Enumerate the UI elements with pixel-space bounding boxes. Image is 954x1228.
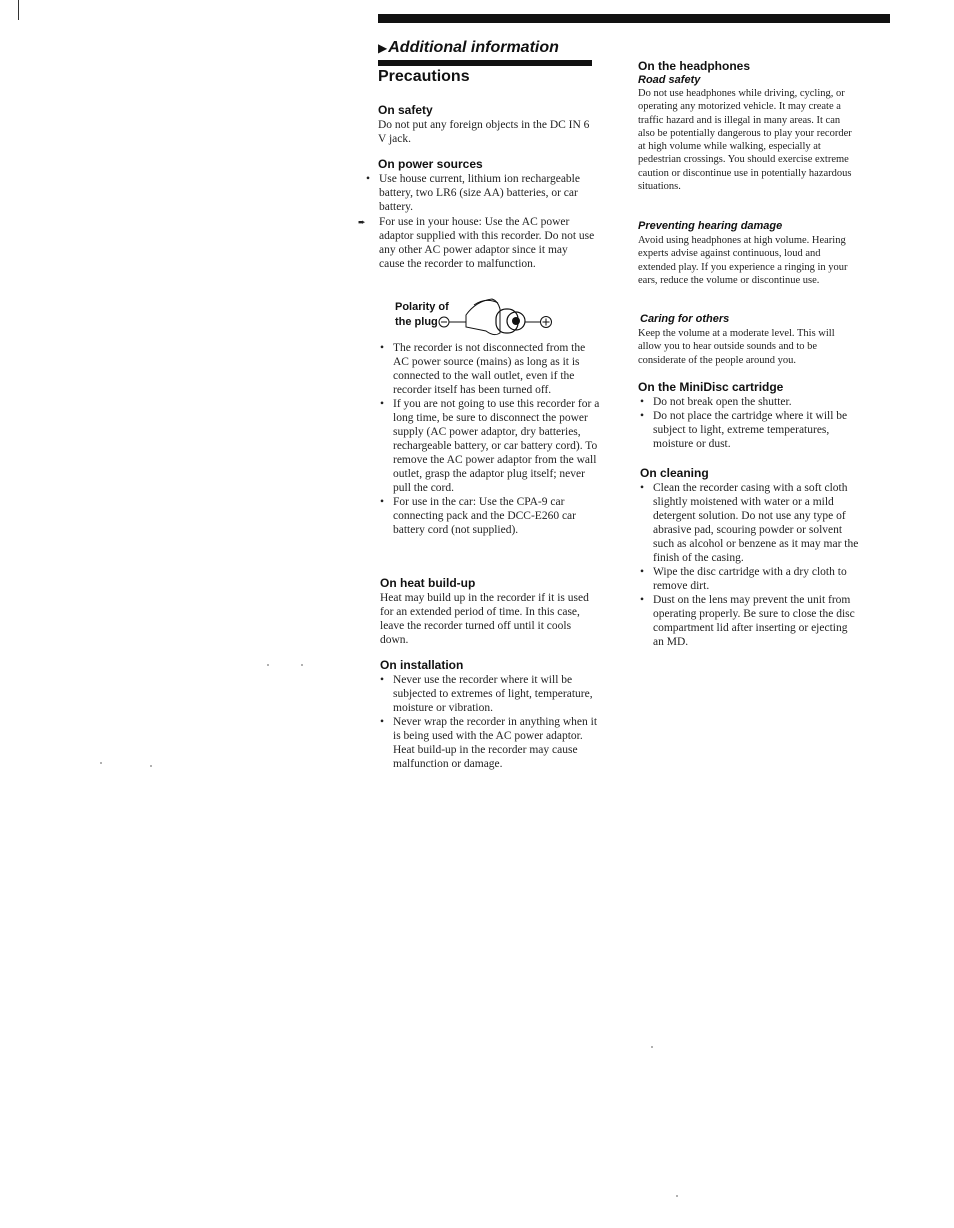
list-item: • Do not break open the shutter. xyxy=(638,395,860,409)
list-item: • Clean the recorder casing with a soft cloth slightly moistened with water or a mild detergent solution. Do not use any type of abrasive pad, scouring powder or solvent such as alcohol or benzene as it may mar the finish of the casing. xyxy=(638,481,860,565)
list-item: ➨ For use in your house: Use the AC power adaptor supplied with this recorder. Do not use any other AC power adaptor since it may cause the recorder to malfunction. xyxy=(364,215,596,271)
section-heading xyxy=(378,39,559,57)
heat-text: Heat may build up in the recorder if it is used for an extended period of time. In this case, leave the recorder turned off until it cools down. xyxy=(380,592,589,646)
hearing-text: Avoid using headphones at high volume. Hearing experts advise against continuous, loud and extended play. If you experience a ringing in your ears, reduce the volume or discontinue use. xyxy=(638,235,848,286)
minidisc-heading: On the MiniDisc cartridge xyxy=(638,380,784,394)
cleaning-list xyxy=(638,481,860,649)
cleaning-heading: On cleaning xyxy=(640,466,709,480)
caring-text: Keep the volume at a moderate level. This will allow you to hear outside sounds and to be considerate of the people around you. xyxy=(638,328,835,366)
list-item: • If you are not going to use this recorder for a long time, be sure to disconnect the power supply (AC power adaptor, dry batteries, rechargeable battery, or car battery cord). To remove the AC power adaptor from the wall outlet, grasp the adaptor plug itself; never pull the cord. xyxy=(378,397,600,495)
list-item: • Dust on the lens may prevent the unit from operating properly. Be sure to close the disc compartment lid after inserting or ejecting an MD. xyxy=(638,593,860,649)
power-heading: On power sources xyxy=(378,157,483,171)
heat-heading: On heat build-up xyxy=(380,576,476,590)
power-list xyxy=(364,172,596,271)
road-safety-heading: Road safety xyxy=(638,74,701,86)
scan-speck xyxy=(150,765,152,767)
plug-polarity-label: Polarity of the plug xyxy=(395,301,449,328)
power-list-2 xyxy=(378,341,600,537)
hearing-heading: Preventing hearing damage xyxy=(638,220,783,232)
section-rule xyxy=(378,60,592,66)
installation-list xyxy=(378,673,600,771)
scan-speck xyxy=(267,664,269,666)
section-heading-text: Additional information xyxy=(388,39,559,56)
list-item: • Use house current, lithium ion rechargeable battery, two LR6 (size AA) batteries, or car battery. xyxy=(364,172,596,214)
header-bar xyxy=(378,14,890,23)
safety-heading: On safety xyxy=(378,103,433,117)
list-item: • For use in the car: Use the CPA-9 car connecting pack and the DCC-E260 car battery cord (not supplied). xyxy=(378,495,600,537)
page-title: Precautions xyxy=(378,68,470,85)
list-item: • Never use the recorder where it will be subjected to extremes of light, temperature, moisture or vibration. xyxy=(378,673,600,715)
triangle-icon: ▶ xyxy=(378,41,388,55)
list-item: • Do not place the cartridge where it will be subject to light, extreme temperatures, moisture or dust. xyxy=(638,409,860,451)
scan-speck xyxy=(301,664,303,666)
installation-heading: On installation xyxy=(380,658,464,672)
scan-speck xyxy=(676,1195,678,1197)
caring-heading: Caring for others xyxy=(640,313,730,325)
list-item: • Never wrap the recorder in anything when it is being used with the AC power adaptor. Heat build-up in the recorder may cause malfunction or damage. xyxy=(378,715,600,771)
scan-speck xyxy=(651,1046,653,1048)
headphones-heading: On the headphones xyxy=(638,59,751,73)
margin-line xyxy=(18,0,19,20)
list-item: • The recorder is not disconnected from the AC power source (mains) as long as it is connected to the wall outlet, even if the recorder itself has been turned off. xyxy=(378,341,600,397)
list-item: • Wipe the disc cartridge with a dry cloth to remove dirt. xyxy=(638,565,860,593)
minidisc-list xyxy=(638,395,860,451)
plug-polarity-icon xyxy=(436,295,560,341)
road-safety-text: Do not use headphones while driving, cycling, or operating any motorized vehicle. It may create a traffic hazard and is illegal in many areas. It can also be potentially dangerous to play your recorder at high volume while walking, especially at pedestrian crossings. You should exercise extreme caution or discontinue use in potentially hazardous situations. xyxy=(638,88,852,193)
safety-text: Do not put any foreign objects in the DC IN 6 V jack. xyxy=(378,119,590,145)
scan-speck xyxy=(100,762,102,764)
